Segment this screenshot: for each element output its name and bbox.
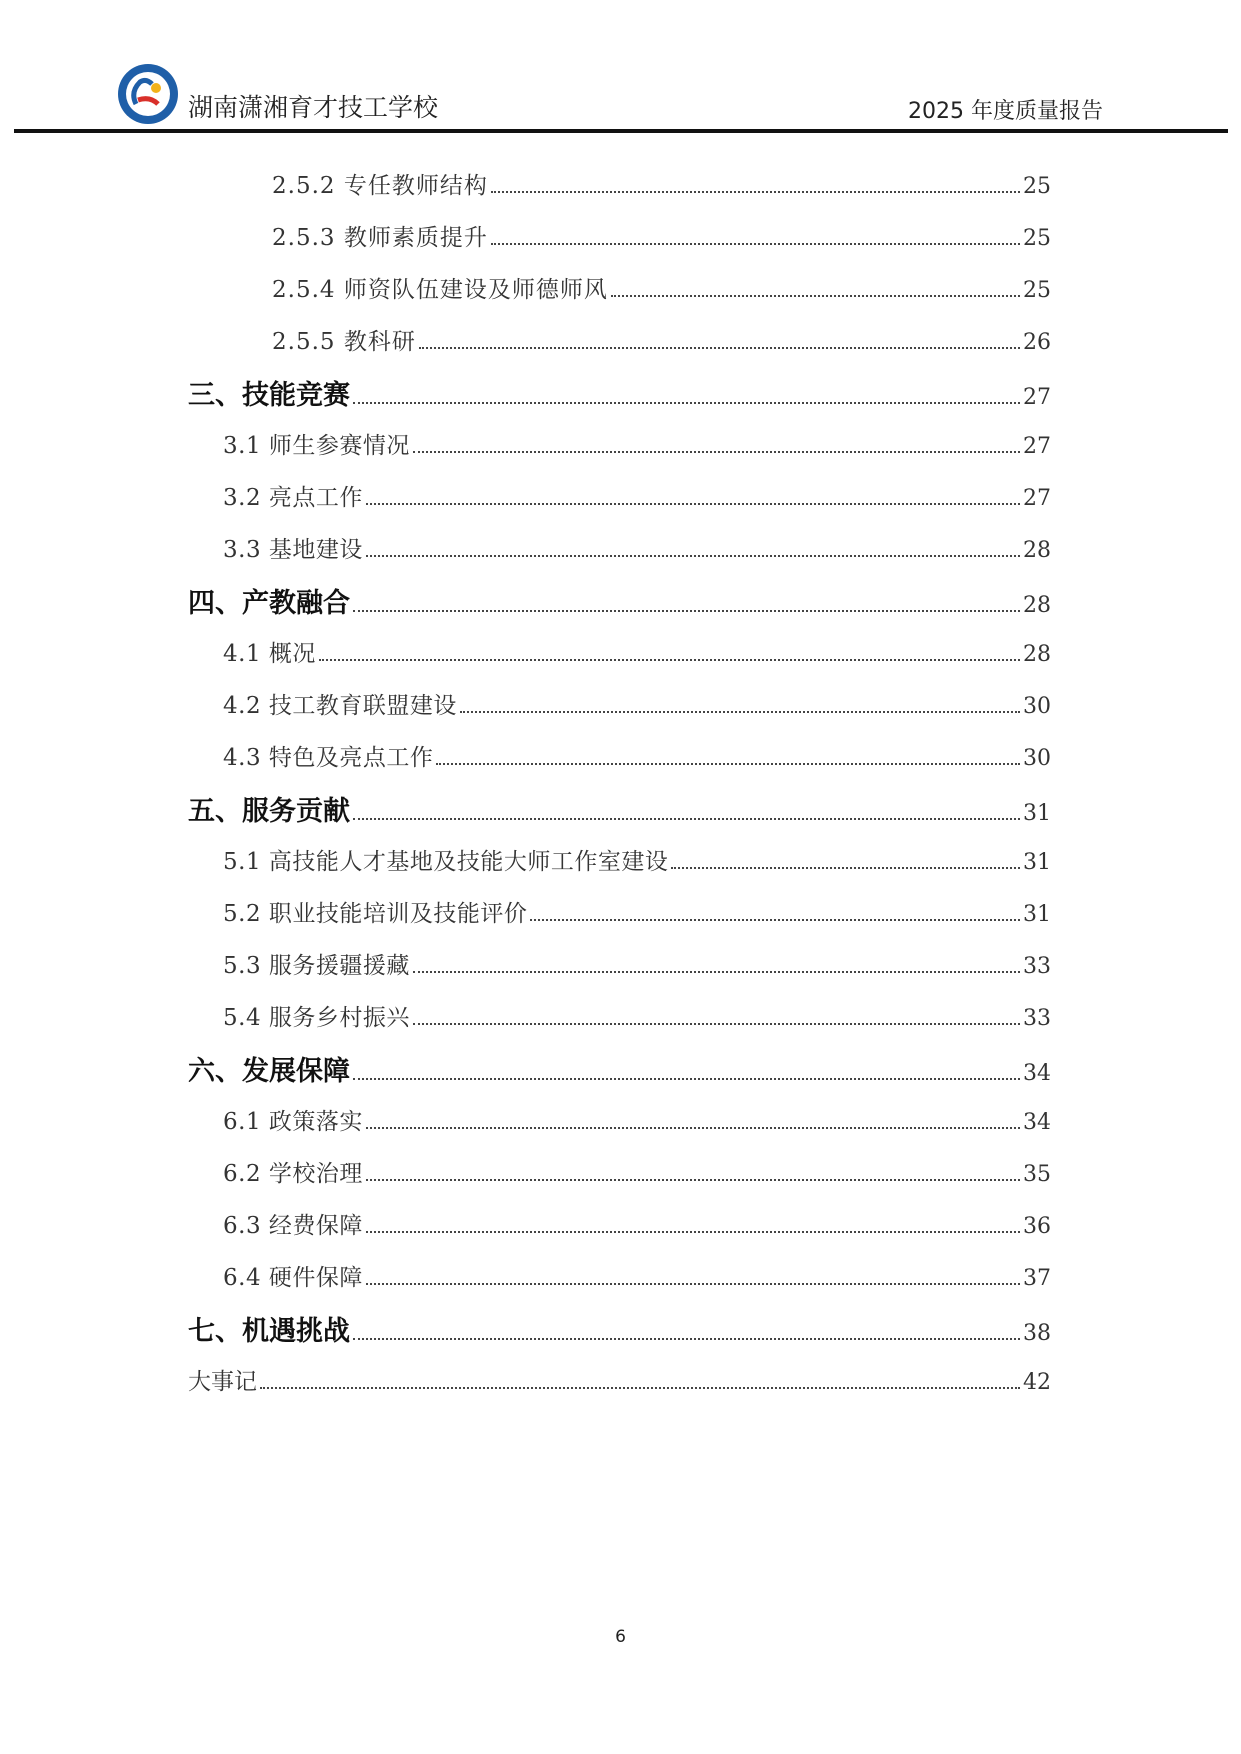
toc-entry[interactable] <box>272 219 1051 252</box>
toc-chapter-entry[interactable] <box>188 789 1051 828</box>
toc-chapter-label: 四、产教融合 <box>188 588 350 619</box>
toc-leader-dots <box>366 1230 1020 1233</box>
toc-entry-label: 6.1 政策落实 <box>223 1109 363 1135</box>
toc-entry-page: 35 <box>1023 1162 1051 1187</box>
toc-entry[interactable] <box>223 687 1051 720</box>
toc-entry-page: 30 <box>1023 694 1051 719</box>
school-logo-icon <box>116 62 180 126</box>
toc-entry-page: 30 <box>1023 746 1051 771</box>
toc-leader-dots <box>353 1077 1020 1080</box>
toc-entry[interactable] <box>223 895 1051 928</box>
toc-entry[interactable] <box>272 167 1051 200</box>
toc-entry[interactable] <box>223 635 1051 668</box>
toc-entry-label: 5.1 高技能人才基地及技能大师工作室建设 <box>223 849 669 875</box>
toc-leader-dots <box>366 1178 1020 1181</box>
toc-entry-page: 28 <box>1023 593 1051 618</box>
toc-leader-dots <box>353 817 1020 820</box>
toc-entry-label: 5.2 职业技能培训及技能评价 <box>223 901 528 927</box>
toc-entry-label: 6.2 学校治理 <box>223 1161 363 1187</box>
toc-leader-dots <box>530 918 1020 921</box>
toc-leader-dots <box>491 190 1020 193</box>
toc-entry-page: 28 <box>1023 642 1051 667</box>
toc-entry-page: 25 <box>1023 174 1051 199</box>
toc-leader-dots <box>413 970 1020 973</box>
toc-chapter-label: 六、发展保障 <box>188 1056 350 1087</box>
toc-leader-dots <box>366 1126 1020 1129</box>
toc-entry[interactable] <box>223 1207 1051 1240</box>
page-number: 6 <box>615 1627 626 1647</box>
toc-entry-page: 26 <box>1023 330 1051 355</box>
toc-leader-dots <box>671 866 1020 869</box>
report-title: 2025 年度质量报告 <box>908 99 1103 124</box>
toc-entry[interactable] <box>223 1259 1051 1292</box>
toc-leader-dots <box>366 502 1020 505</box>
toc-leader-dots <box>491 242 1020 245</box>
toc-entry[interactable] <box>223 739 1051 772</box>
toc-entry-label: 4.3 特色及亮点工作 <box>223 745 434 771</box>
toc-entry[interactable] <box>223 999 1051 1032</box>
toc-entry-label: 2.5.3 教师素质提升 <box>272 225 488 251</box>
toc-leader-dots <box>366 1282 1020 1285</box>
toc-entry-page: 36 <box>1023 1214 1051 1239</box>
toc-entry-page: 31 <box>1023 850 1051 875</box>
toc-chapter-entry[interactable] <box>188 1309 1051 1348</box>
toc-entry-label: 3.2 亮点工作 <box>223 485 363 511</box>
toc-leader-dots <box>353 401 1020 404</box>
toc-entry-page: 27 <box>1023 385 1051 410</box>
toc-chapter-entry[interactable] <box>188 581 1051 620</box>
page-header <box>0 0 1241 135</box>
toc-entry-page: 34 <box>1023 1110 1051 1135</box>
toc-chapter-entry[interactable] <box>188 373 1051 412</box>
toc-entry-page: 33 <box>1023 954 1051 979</box>
toc-entry[interactable] <box>223 427 1051 460</box>
toc-leader-dots <box>353 609 1020 612</box>
toc-leader-dots <box>413 450 1020 453</box>
toc-leader-dots <box>366 554 1020 557</box>
toc-leader-dots <box>436 762 1020 765</box>
toc-entry-page: 34 <box>1023 1061 1051 1086</box>
toc-chapter-entry[interactable] <box>188 1049 1051 1088</box>
toc-entry-label: 3.1 师生参赛情况 <box>223 433 410 459</box>
toc-entry-label: 2.5.4 师资队伍建设及师德师风 <box>272 277 608 303</box>
toc-leader-dots <box>460 710 1020 713</box>
toc-entry[interactable] <box>223 531 1051 564</box>
toc-leader-dots <box>419 346 1020 349</box>
toc-entry-label: 4.2 技工教育联盟建设 <box>223 693 457 719</box>
toc-entry-page: 27 <box>1023 434 1051 459</box>
toc-leader-dots <box>260 1386 1020 1389</box>
header-divider <box>14 129 1228 133</box>
toc-entry[interactable] <box>272 271 1051 304</box>
toc-entry-page: 37 <box>1023 1266 1051 1291</box>
toc-entry[interactable] <box>223 1103 1051 1136</box>
toc-leader-dots <box>353 1337 1020 1340</box>
toc-entry[interactable] <box>223 479 1051 512</box>
toc-entry-label: 3.3 基地建设 <box>223 537 363 563</box>
toc-leader-dots <box>611 294 1020 297</box>
toc-entry-page: 38 <box>1023 1321 1051 1346</box>
toc-leader-dots <box>319 658 1020 661</box>
toc-entry[interactable] <box>272 323 1051 356</box>
toc-entry-label: 4.1 概况 <box>223 641 316 667</box>
toc-entry-label: 6.3 经费保障 <box>223 1213 363 1239</box>
toc-entry-page: 33 <box>1023 1006 1051 1031</box>
toc-leader-dots <box>413 1022 1020 1025</box>
toc-entry-label: 2.5.5 教科研 <box>272 329 416 355</box>
toc-entry-label: 5.3 服务援疆援藏 <box>223 953 410 979</box>
toc-entry[interactable] <box>223 1155 1051 1188</box>
toc-entry[interactable] <box>223 843 1051 876</box>
toc-chapter-label: 五、服务贡献 <box>188 796 350 827</box>
toc-entry-page: 31 <box>1023 902 1051 927</box>
toc-entry-label: 大事记 <box>188 1369 257 1395</box>
toc-entry-label: 5.4 服务乡村振兴 <box>223 1005 410 1031</box>
toc-entry[interactable] <box>223 947 1051 980</box>
toc-entry-label: 2.5.2 专任教师结构 <box>272 173 488 199</box>
toc-entry-page: 31 <box>1023 801 1051 826</box>
school-name: 湖南潇湘育才技工学校 <box>188 93 439 122</box>
toc-entry-page: 28 <box>1023 538 1051 563</box>
toc-chapter-label: 七、机遇挑战 <box>188 1316 350 1347</box>
toc-entry-page: 25 <box>1023 278 1051 303</box>
toc-entry-page: 25 <box>1023 226 1051 251</box>
toc-entry-label: 6.4 硬件保障 <box>223 1265 363 1291</box>
toc-chapter-label: 三、技能竞赛 <box>188 380 350 411</box>
toc-entry[interactable] <box>188 1363 1051 1396</box>
toc-entry-page: 42 <box>1023 1370 1051 1395</box>
toc-entry-page: 27 <box>1023 486 1051 511</box>
